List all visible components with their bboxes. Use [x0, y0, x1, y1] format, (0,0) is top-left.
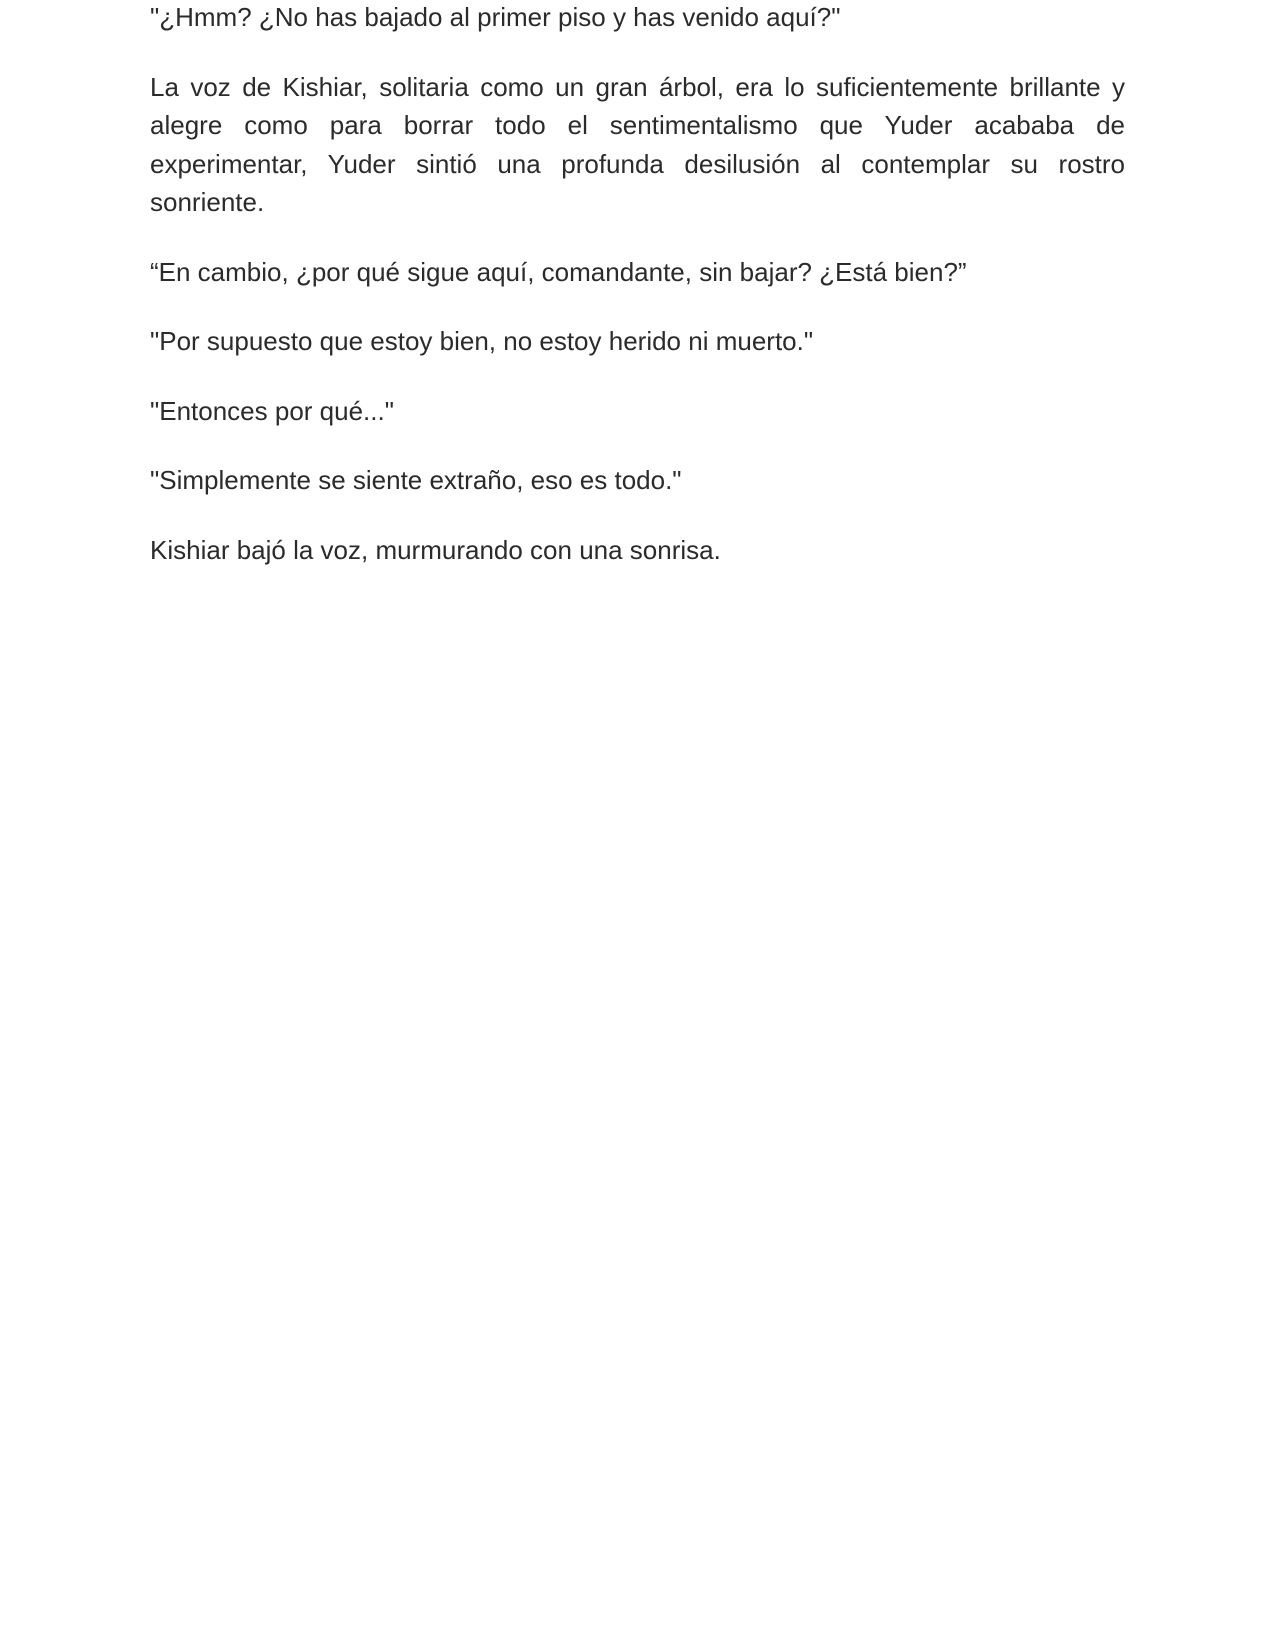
paragraph-dialogue-3: "Por supuesto que estoy bien, no estoy herido ni muerto."	[150, 326, 814, 356]
paragraph-narration-1: La voz de Kishiar, solitaria como un gran árbol, era lo suficientemente brillante y alegre como para borrar todo el sentimentalismo que Yuder acababa de experimentar, Yuder sintió una profunda desilusión al contemplar su rostro sonriente.	[150, 71, 1125, 217]
paragraph-dialogue-5: "Simplemente se siente extraño, eso es todo."	[150, 465, 682, 495]
document-page	[150, 0, 1125, 600]
paragraph-dialogue-1: "¿Hmm? ¿No has bajado al primer piso y has venido aquí?"	[150, 2, 841, 32]
paragraph-dialogue-2: “En cambio, ¿por qué sigue aquí, comandante, sin bajar? ¿Está bien?”	[150, 256, 967, 287]
paragraph-narration-2: Kishiar bajó la voz, murmurando con una sonrisa.	[150, 534, 721, 565]
paragraph-dialogue-4: "Entonces por qué..."	[150, 395, 394, 426]
